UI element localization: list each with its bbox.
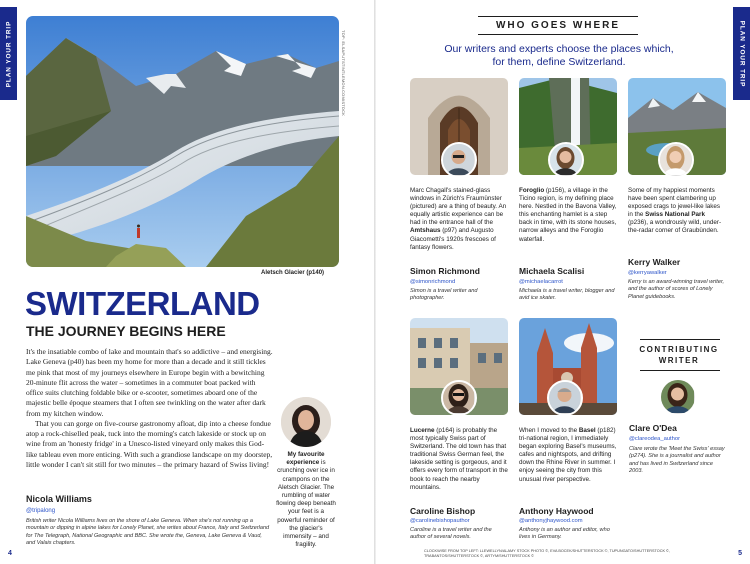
divider <box>478 16 638 17</box>
author-handle[interactable]: @tripalong <box>26 508 56 514</box>
card-highlight: Swiss National Park <box>645 211 706 219</box>
card-text-anthony <box>519 427 617 484</box>
page-title: SWITZERLAND <box>25 285 260 322</box>
card-highlight: Basel <box>578 427 596 434</box>
card-body: (p164) is probably the most typically Swiss part of Switzerland. The old town has that traditional Swiss German feel, the lakeside setting is gorgeous, and it offers every form of transport in the book to reach the nearby mountains. <box>410 427 508 491</box>
clare-odea-bio: Clare wrote the 'Meet the Swiss' essay (p274). She is a journalist and author and has lived in Switzerland since 2003. <box>629 446 725 475</box>
simon-richmond-handle[interactable]: @simonrichmond <box>410 279 456 285</box>
clare-odea-avatar <box>659 378 697 416</box>
intro-paragraph: That you can gorge on five-course gastronomy afloat, dip into a cheese fondue atop a rock-chiselled peak, tuck into the morning's catch lakeside or stock up on wine from an 'honesty fridge' in a Unesco-listed vineyard only makes this God-like tableau even more enticing. With such a grandiose landscape on my doorstep, little wonder I can't sit still for two minutes – the primary hazard of Swiss living! <box>26 418 273 469</box>
card-body-end: (p182) tri-national region, I immediately began exploring Basel's museums, cafes and nightspots, and drifting down the Rhine River in summer. I enjoy seeing the city from this unusual river perspective. <box>519 427 617 483</box>
michaela-scalisi-avatar <box>548 142 584 178</box>
author-name: Nicola Williams <box>26 494 92 504</box>
anthony-haywood-handle[interactable]: @anthonyjhaywood.com <box>519 518 583 524</box>
side-tab-label: PLAN YOUR TRIP <box>738 20 745 87</box>
caroline-bishop-name: Caroline Bishop <box>410 506 476 516</box>
author-bio: British writer Nicola Williams lives on the shore of Lake Geneva. When she's not running up a mountain or dipping in alpine lakes for Lonely Planet, she writes about France, Italy and Switzerland for The Telegraph, National Geographic and BBC. She wrote the, Geneva, Lake Geneva & Vaud, and Valais chapters. <box>26 518 270 547</box>
card-highlight: Amtshaus <box>410 227 441 235</box>
kerry-walker-bio: Kerry is an award-winning travel writer, and the author of scores of Lonely Planet guidebooks. <box>628 279 725 300</box>
card-body: Marc Chagall's stained-glass windows in Zürich's Fraumünster (pictured) are a thing of beauty. An equally artistic experience can be had in the entrance hall of the <box>410 187 507 227</box>
anthony-haywood-avatar <box>547 380 583 416</box>
simon-richmond-avatar <box>441 142 477 178</box>
divider <box>640 339 720 340</box>
page-number-right: 5 <box>738 550 742 557</box>
hero-photo-aletsch-glacier <box>26 16 339 267</box>
anthony-haywood-bio: Anthony is an author and editor, who lives in Germany. <box>519 527 610 541</box>
kerry-walker-avatar <box>658 142 694 178</box>
intro-paragraph: It's the insatiable combo of lake and mountain that's so addictive – and energising. Lake Geneva (p40) has been my home for more than a decade and it still tickles me pink that most of my journeys elsewhere in Europe begin with a bewitching 20-minute flit across the water – sometimes in a commuter boat packed with office suits clutching foldable bike or e-scooter, sometimes aboard one of the majestic belle époque steamers that I often see twinkling on the water after dark from my kitchen window. <box>26 347 273 418</box>
photo-credit: TOP: ELSAPUTSTINTLEMON.COM/STOCK <box>341 30 346 117</box>
clare-odea-name: Clare O'Dea <box>629 423 677 433</box>
caroline-bishop-bio: Caroline is a travel writer and the author of several novels. <box>410 527 492 541</box>
page-number-left: 4 <box>8 550 12 557</box>
card-body: (p156), a village in the Ticino region, is my defining place here. Nestled in the Bavona Valley, this enchanting hamlet is a step back in time, with its stone houses, narrow alleys and the Foroglio waterfall. <box>519 187 617 243</box>
hero-caption: Aletsch Glacier (p140) <box>261 270 325 276</box>
card-body: Some of my happiest moments have been spent clambering up exposed crags to jewel-like lakes in the <box>628 187 721 219</box>
card-lead: Foroglio <box>519 187 545 194</box>
photo-credits: CLOCKWISE FROM TOP LEFT: LLEWELLYN/ALAMY STOCK PHOTO ©, EVA BOCEK/SHUTTERSTOCK ©, TUPUNGATO/SHUTTERSTOCK ©, TRABANTOS/SHUTTERSTOCK ©, ARTYM/SHUTTERSTOCK © <box>424 549 670 558</box>
page-gutter <box>374 0 376 564</box>
contributing-writer-title: CONTRIBUTING WRITER <box>639 345 719 365</box>
kerry-walker-name: Kerry Walker <box>628 257 681 267</box>
card-body-end: (p97) and Augusto Giacometti's 1920s frescoes of fantasy flowers. <box>410 227 496 251</box>
favourite-lead: My favourite experience <box>286 451 325 467</box>
card-text-michaela <box>519 187 617 244</box>
author-avatar <box>281 397 331 447</box>
clare-odea-handle[interactable]: @clareodea_author <box>629 436 681 442</box>
favourite-text: is crunching over ice in crampons on the Aletsch Glacier. The rumbling of water flowing deep beneath your feet is a powerful reminder of the glacier's immensity – and fragility. <box>276 459 336 549</box>
plan-your-trip-tab-right <box>733 7 750 100</box>
who-goes-where-subtitle: Our writers and experts choose the places which, for them, define Switzerland. <box>444 43 674 68</box>
simon-richmond-name: Simon Richmond <box>410 266 480 276</box>
caroline-bishop-avatar <box>441 380 477 416</box>
card-text-caroline <box>410 427 508 492</box>
favourite-experience <box>276 451 336 549</box>
michaela-scalisi-name: Michaela Scalisi <box>519 266 585 276</box>
michaela-scalisi-handle[interactable]: @michaelacarrot <box>519 279 563 285</box>
anthony-haywood-name: Anthony Haywood <box>519 506 594 516</box>
caroline-bishop-handle[interactable]: @carolinebishopauthor <box>410 518 470 524</box>
page-subtitle: THE JOURNEY BEGINS HERE <box>26 323 226 339</box>
divider <box>478 34 638 35</box>
card-body: When I moved to the <box>519 427 579 434</box>
card-lead: Lucerne <box>410 427 435 434</box>
kerry-walker-handle[interactable]: @kerryawalker <box>628 270 667 276</box>
who-goes-where-title: WHO GOES WHERE <box>495 20 621 31</box>
card-text-kerry <box>628 187 726 236</box>
card-body-end: (p236), a wondrously wild, under-the-radar corner of Graubünden. <box>628 219 722 235</box>
simon-richmond-bio: Simon is a travel writer and photographer. <box>410 288 478 302</box>
divider <box>640 370 720 371</box>
plan-your-trip-tab-left <box>0 7 17 100</box>
intro-text <box>26 347 274 470</box>
michaela-scalisi-bio: Michaela is a travel writer, blogger and avid ice skater. <box>519 288 615 302</box>
side-tab-label: PLAN YOUR TRIP <box>5 20 12 87</box>
card-text-simon <box>410 187 508 252</box>
